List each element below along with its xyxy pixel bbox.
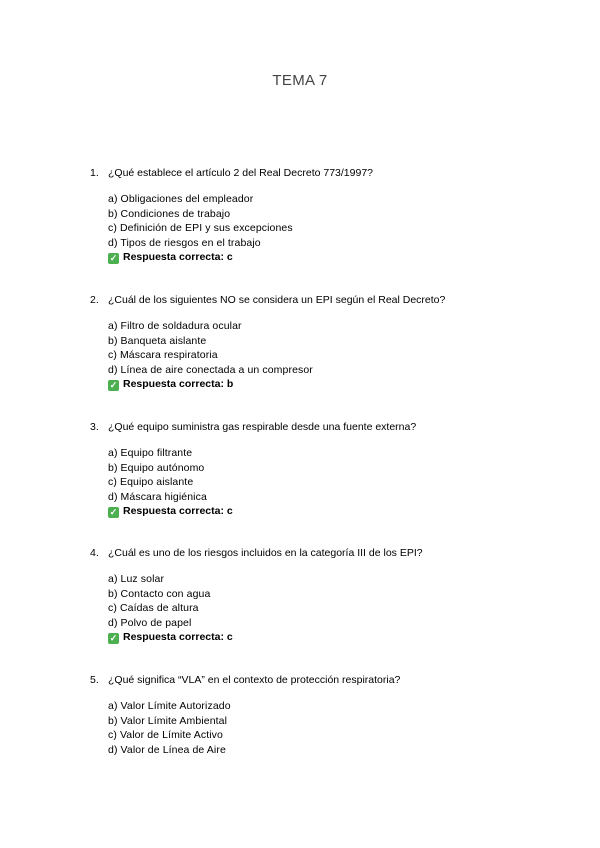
question-prompt: ¿Qué establece el artículo 2 del Real Decreto 773/1997? <box>108 167 373 179</box>
options-list <box>90 192 560 265</box>
options-list <box>90 319 560 392</box>
question-4 <box>90 546 560 645</box>
question-2 <box>90 293 560 392</box>
question-text <box>90 293 560 307</box>
option-c: c) Caídas de altura <box>108 602 199 615</box>
question-prompt: ¿Cuál de los siguientes NO se considera un EPI según el Real Decreto? <box>108 294 446 306</box>
option-b: b) Valor Límite Ambiental <box>108 714 228 727</box>
question-number: 3. <box>90 421 99 433</box>
check-mark-icon: ✓ <box>109 507 118 518</box>
question-text <box>90 420 560 434</box>
check-mark-icon: ✓ <box>109 253 118 264</box>
question-prompt: ¿Cuál es uno de los riesgos incluidos en la categoría III de los EPI? <box>108 547 423 559</box>
option-a: a) Equipo filtrante <box>108 447 193 459</box>
question-text <box>90 166 560 180</box>
correct-answer-label: Respuesta correcta: c <box>123 251 233 264</box>
option-c: c) Máscara respiratoria <box>108 349 218 362</box>
option-d: d) Polvo de papel <box>108 616 192 629</box>
option-c: c) Equipo aislante <box>108 476 194 489</box>
question-prompt: ¿Qué equipo suministra gas respirable desde una fuente externa? <box>108 421 417 433</box>
correct-answer <box>108 377 560 392</box>
check-mark-icon: ✓ <box>109 633 118 644</box>
correct-answer-label: Respuesta correcta: c <box>123 505 233 518</box>
question-number: 1. <box>90 167 99 179</box>
option-a: a) Valor Límite Autorizado <box>108 700 231 712</box>
question-number: 2. <box>90 294 99 306</box>
option-c: c) Valor de Límite Activo <box>108 729 223 742</box>
question-1 <box>90 166 560 265</box>
check-mark-icon: ✓ <box>109 380 118 391</box>
correct-answer <box>108 250 560 265</box>
correct-answer <box>108 630 560 645</box>
options-list <box>90 572 560 645</box>
correct-answer-label: Respuesta correcta: c <box>123 631 233 644</box>
question-text <box>90 546 560 560</box>
option-a: a) Filtro de soldadura ocular <box>108 320 242 332</box>
question-5 <box>90 673 560 757</box>
question-number: 4. <box>90 547 99 559</box>
question-text <box>90 673 560 687</box>
option-b: b) Contacto con agua <box>108 587 211 600</box>
option-a: a) Luz solar <box>108 573 165 585</box>
question-3 <box>90 420 560 519</box>
options-list <box>90 699 560 757</box>
option-d: d) Línea de aire conectada a un compresor <box>108 363 313 376</box>
page-title: TEMA 7 <box>272 72 328 89</box>
option-b: b) Equipo autónomo <box>108 461 205 474</box>
option-b: b) Banqueta aislante <box>108 334 207 347</box>
correct-answer <box>108 504 560 519</box>
option-d: d) Máscara higiénica <box>108 490 207 503</box>
question-prompt: ¿Qué significa “VLA” en el contexto de protección respiratoria? <box>108 674 401 686</box>
question-number: 5. <box>90 674 99 686</box>
option-d: d) Valor de Línea de Aire <box>108 743 226 756</box>
correct-answer-label: Respuesta correcta: b <box>123 378 234 391</box>
option-b: b) Condiciones de trabajo <box>108 207 231 220</box>
option-a: a) Obligaciones del empleador <box>108 193 254 205</box>
option-d: d) Tipos de riesgos en el trabajo <box>108 236 261 249</box>
options-list <box>90 446 560 519</box>
option-c: c) Definición de EPI y sus excepciones <box>108 222 293 235</box>
